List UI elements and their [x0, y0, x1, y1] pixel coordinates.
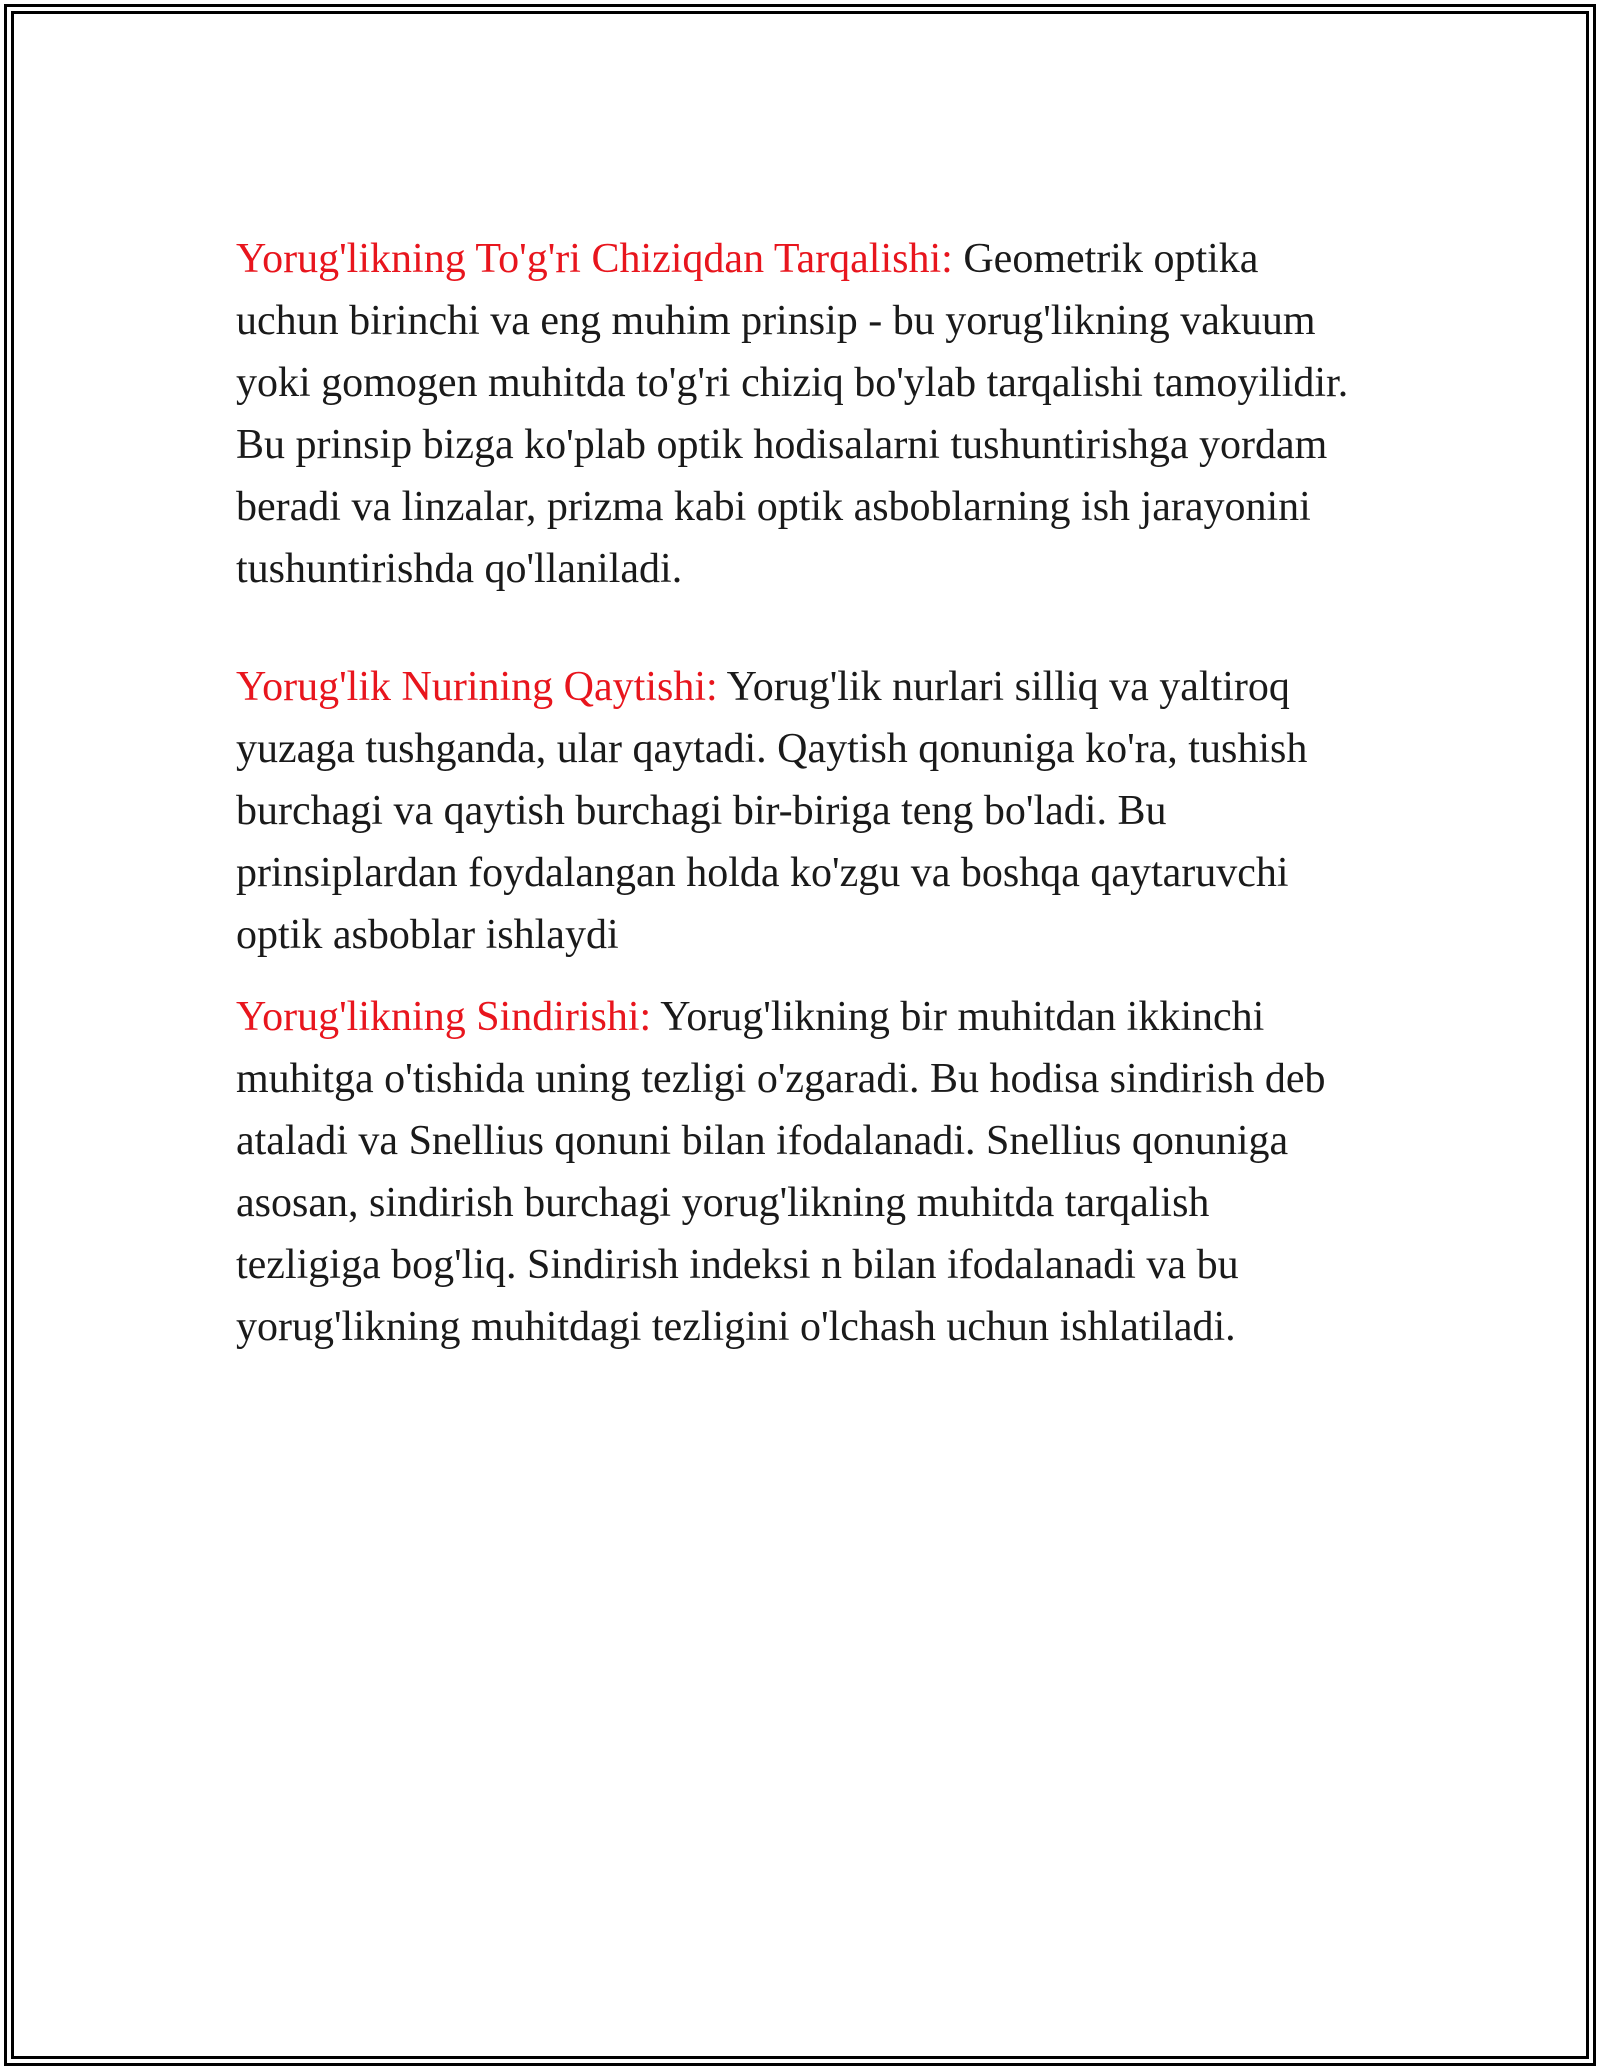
paragraph-reflection — [236, 656, 1356, 966]
paragraph-refraction — [236, 986, 1356, 1358]
section-text: Geometrik optika uchun birinchi va eng muhim prinsip - bu yorug'likning vakuum yoki gomogen muhitda to'g'ri chiziq bo'ylab tarqalishi tamoyilidir. Bu prinsip bizga ko'plab optik hodisalarni tushuntirishga yordam beradi va linzalar, prizma kabi optik asboblarning ish jarayonini tushuntirishda qo'llaniladi. — [236, 236, 1349, 592]
section-text: Yorug'lik nurlari silliq va yaltiroq yuzaga tushganda, ular qaytadi. Qaytish qonuniga ko'ra, tushish burchagi va qaytish burchagi bir-biriga teng bo'ladi. Bu prinsiplardan foydalangan holda ko'zgu va boshqa qaytaruvchi optik asboblar ishlaydi — [236, 664, 1308, 958]
section-heading: Yorug'likning To'g'ri Chiziqdan Tarqalishi: — [236, 236, 953, 282]
section-heading: Yorug'lik Nurining Qaytishi: — [236, 664, 718, 710]
document-body — [236, 228, 1356, 1358]
section-text: Yorug'likning bir muhitdan ikkinchi muhitga o'tishida uning tezligi o'zgaradi. Bu hodisa sindirish deb ataladi va Snellius qonuni bilan ifodalanadi. Snellius qonuniga asosan, sindirish burchagi yorug'likning muhitda tarqalish tezligiga bog'liq. Sindirish indeksi n bilan ifodalanadi va bu yorug'likning muhitdagi tezligini o'lchash uchun ishlatiladi. — [236, 994, 1326, 1350]
section-heading: Yorug'likning Sindirishi: — [236, 994, 652, 1040]
paragraph-rectilinear-propagation — [236, 228, 1356, 600]
